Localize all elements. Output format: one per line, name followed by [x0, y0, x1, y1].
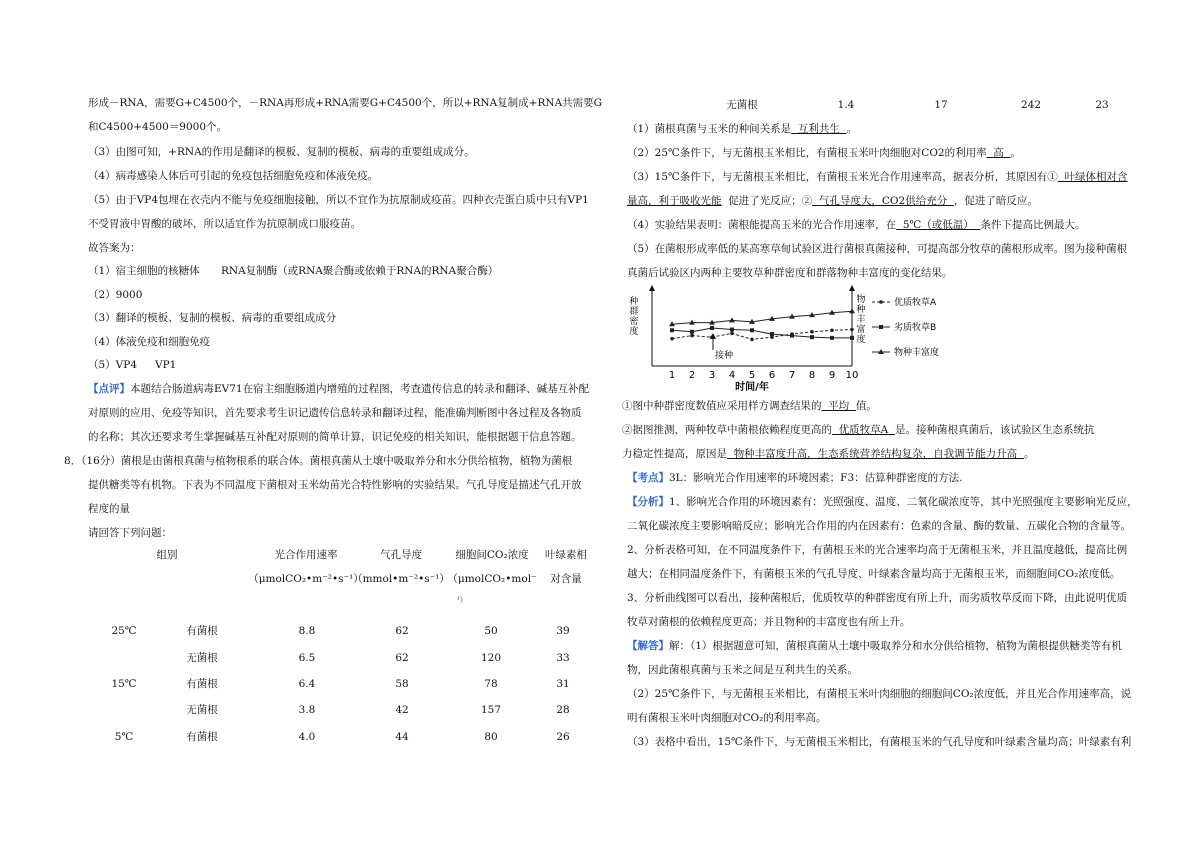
question-8-line: 提供糖类等有机物。下表为不同温度下菌根对玉米幼苗光合特性影响的实验结果。气孔导度是描述气孔开放	[88, 479, 582, 491]
cell-co2: 157	[480, 704, 502, 716]
answer-q3	[627, 170, 1127, 184]
data-point	[849, 308, 855, 313]
cell-chl: 26	[556, 731, 570, 743]
data-point	[750, 328, 754, 332]
cell-group: 有菌根	[186, 678, 218, 690]
x-tick-label: 4	[728, 370, 736, 381]
cell-rate: 6.5	[298, 652, 316, 664]
comment-text: 本题结合肠道病毒EV71在宿主细胞肠道内增殖的过程图，考查遗传信息的转录和翻译、碱基互补配	[130, 383, 590, 395]
cell-stomata: 42	[395, 704, 409, 716]
cell-group: 无菌根	[726, 99, 758, 111]
data-point	[830, 336, 834, 340]
cell-rate: 4.0	[298, 731, 316, 743]
cell-co2: 50	[484, 625, 498, 637]
analysis-line: 二氧化碳浓度主要影响暗反应；影响光合作用的内在因素有：色素的含量、酶的数量、五碳化合物的含量等。	[627, 520, 1131, 532]
q3-end: ，促进了暗反应。	[953, 195, 1038, 207]
data-point	[770, 332, 774, 336]
cell-temp: 15℃	[111, 678, 137, 690]
answer-q4	[627, 218, 1086, 232]
data-point	[750, 338, 754, 342]
q3-text: （3）15℃条件下，与无菌根玉米相比，有菌根玉米光合作用速率高，据表分析，其原因有①	[627, 171, 1058, 183]
cell-chl: 31	[556, 678, 570, 690]
r1-text: ①图中种群密度数值应采用样方调查结果的	[622, 400, 822, 412]
comment-line	[88, 382, 589, 396]
data-point	[730, 328, 734, 332]
header-co2-unit: （μmolCO₂•mol⁻	[447, 573, 537, 585]
r2-end: 。	[1023, 448, 1035, 460]
q3-answer2	[812, 195, 954, 207]
r2-text3: 力稳定性提高，原因是	[622, 448, 727, 460]
header-co2-unit2: ¹）	[457, 596, 467, 604]
cell-stomata: 44	[395, 731, 409, 743]
cell-co2: 242	[1020, 99, 1042, 111]
cell-temp: 25℃	[111, 625, 137, 637]
solution-tag: 【解答】	[627, 640, 669, 652]
header-chl2: 对含量	[550, 573, 582, 585]
series-line	[672, 311, 852, 324]
r2-text: ②据图推测，两种牧草中菌根依赖程度更高的	[622, 424, 832, 436]
answer-1b: RNA复制酶（或RNA聚合酶或依赖于RNA的RNA聚合酶）	[221, 265, 499, 277]
question-prompt: 请回答下列问题：	[88, 527, 172, 539]
question-8: 8．（16分）菌根是由菌根真菌与植物根系的联合体。菌根真菌从土壤中吸取养分和水分供给植物，植物为菌根	[64, 455, 573, 467]
answer-heading: 故答案为：	[88, 242, 141, 254]
analysis-text: 1、影响光合作用的环境因素有：光照强度、温度、二氧化碳浓度等，其中光照强度主要影响光反应，	[669, 496, 1138, 508]
answer-5: （5）VP4	[88, 359, 138, 371]
text-line: （4）病毒感染人体后可引起的免疫包括细胞免疫和体液免疫。	[88, 170, 379, 182]
r1-answer-text: 平均	[828, 400, 850, 412]
q3-answer	[1058, 171, 1128, 183]
data-point	[730, 332, 734, 336]
q3-answer2-text: 气孔导度大，CO2供给充分	[818, 195, 948, 207]
answer-1: （1）宿主细胞的核糖体	[88, 265, 200, 277]
r2-answer	[832, 424, 895, 436]
header-chl: 叶绿素相	[545, 549, 587, 561]
header-rate-unit: （μmolCO₂•m⁻²•s⁻¹）	[248, 573, 364, 585]
q2-end: 。	[1010, 147, 1021, 159]
q1-end: 。	[846, 123, 858, 135]
q3-text2: 促进了光反应；②	[728, 195, 813, 207]
comment-line: 对原则的应用、免疫等知识，首先要求考生识记遗传信息转录和翻译过程，能准确判断图中各过程及各物质	[88, 407, 582, 419]
analysis-tag: 【分析】	[627, 496, 669, 508]
answer-q1	[627, 122, 857, 136]
analysis-line: 越大；在相同温度条件下，有菌根玉米的气孔导度、叶绿素含量均高于无菌根玉米，而细胞间CO₂浓度低。	[627, 568, 1121, 580]
x-tick-label: 9	[828, 370, 836, 381]
text-line: （5）由于VP4包埋在衣壳内不能与免疫细胞接触，所以不宜作为抗原制成疫苗。四种衣壳蛋白质中只有VP1	[88, 194, 589, 206]
x-tick-label: 3	[708, 370, 716, 381]
cell-stomata: 62	[395, 625, 409, 637]
answer-3: （3）翻译的模板、复制的模板、病毒的重要组成成分	[88, 312, 337, 324]
analysis-line: 牧草对菌根的依赖程度更高；并且物种的丰富度也有所上升。	[627, 616, 911, 628]
data-point	[670, 337, 674, 341]
legend-marker	[879, 300, 883, 304]
solution-line: 明有菌根玉米叶肉细胞对CO₂的利用率高。	[627, 712, 827, 724]
q3-answer-text: 叶绿体相对含	[1064, 171, 1128, 183]
cell-group: 有菌根	[186, 731, 218, 743]
legend-species-richness: 物种丰富度	[894, 348, 940, 358]
q2-answer-text: 高	[993, 147, 1004, 159]
data-point	[790, 334, 794, 338]
data-point	[850, 328, 854, 332]
header-co2: 细胞间CO₂浓度	[455, 549, 529, 561]
text-line: 不受胃液中胃酸的破坏，所以适宜作为抗原制成口服疫苗。	[88, 218, 361, 230]
cell-rate: 1.4	[837, 99, 855, 111]
data-point	[689, 320, 695, 325]
cell-rate: 3.8	[298, 704, 316, 716]
x-tick-label: 2	[688, 370, 696, 381]
data-point	[690, 334, 694, 338]
question-q5-line: 真菌后试验区内两种主要牧草种群密度和群落物种丰富度的变化结果。	[627, 267, 953, 279]
q1-answer-text: 互利共生	[797, 123, 840, 135]
data-point	[690, 330, 694, 334]
solution-line: （2）25℃条件下，与无菌根玉米相比，有菌根玉米叶肉细胞的细胞间CO₂浓度低，并且光合作用速率高，说	[627, 688, 1132, 700]
x-tick-label: 8	[808, 370, 816, 381]
solution-text: 解：（1）根据题意可知，菌根真菌从土壤中吸取养分和水分供给植物，植物为菌根提供糖类等有机	[669, 640, 1122, 652]
r2-answer-text: 优质牧草A	[838, 424, 889, 436]
answer-r1	[622, 399, 877, 413]
answer-2: （2）9000	[88, 289, 143, 301]
x-tick-label: 5	[748, 370, 756, 381]
solution-line: 物，因此菌根真菌与玉米之间是互利共生的关系。	[627, 664, 858, 676]
answer-r2	[622, 423, 1094, 437]
cell-rate: 6.4	[298, 678, 316, 690]
header-stomata: 气孔导度	[380, 549, 422, 561]
data-point	[710, 326, 714, 330]
solution-line	[627, 639, 1122, 653]
q3-answer-cont: 量高，利于吸收光能	[627, 195, 722, 207]
q4-answer-text: 5℃（或低温）	[902, 219, 974, 231]
cell-stomata: 62	[395, 652, 409, 664]
r1-answer	[822, 400, 856, 412]
data-point	[810, 335, 814, 339]
inoculation-label: 接种	[715, 351, 734, 361]
legend-inferior-grass-b: 劣质牧草B	[894, 323, 937, 333]
cell-temp: 5℃	[114, 731, 134, 743]
kaodian-tag: 【考点】	[627, 472, 669, 484]
r2-answer2-text: 物种丰富度升高，生态系统营养结构复杂，自我调节能力升高	[733, 448, 1018, 460]
legend-marker	[879, 325, 883, 329]
question-8-line: 程度的量	[88, 503, 130, 515]
answer-q3-cont	[627, 194, 1038, 208]
q1-answer	[791, 123, 846, 135]
r2-text2: 是。接种菌根真菌后，该试验区生态系统抗	[894, 424, 1095, 436]
question-q5: （5）在菌根形成率低的某高寒草甸试验区进行菌根真菌接种，可提高部分牧草的菌根形成率。图为接种菌根	[627, 243, 1128, 255]
answer-5b: VP1	[155, 359, 177, 371]
data-point	[850, 336, 854, 340]
q4-end: 条件下提高比例最大。	[980, 219, 1086, 231]
cell-stomata: 17	[934, 99, 948, 111]
cell-co2: 78	[484, 678, 498, 690]
comment-tag: 【点评】	[88, 383, 130, 395]
q4-answer	[896, 219, 980, 231]
q1-text: （1）菌根真菌与玉米的种间关系是	[627, 123, 792, 135]
analysis-line: 3、分析曲线图可以看出，接种菌根后，优质牧草的种群密度有所上升，而劣质牧草反而下降，由此说明优质	[627, 592, 1128, 604]
header-stomata-unit: （mmol•m⁻²•s⁻¹）	[352, 573, 450, 585]
x-tick-label: 10	[845, 370, 859, 381]
kaodian-text: 3L：影响光合作用速率的环境因素；F3：估算种群密度的方法.	[669, 472, 963, 484]
q2-answer	[987, 147, 1011, 159]
q4-text: （4）实验结果表明：菌根能提高玉米的光合作用速率，在	[627, 219, 897, 231]
data-point	[729, 317, 735, 322]
legend-quality-grass-a: 优质牧草A	[894, 298, 937, 308]
solution-line: （3）表格中看出，15℃条件下，与无菌根玉米相比，有菌根玉米的气孔导度和叶绿素含量均高；叶绿素有利	[627, 736, 1132, 748]
answer-r2-cont	[622, 447, 1034, 461]
q2-text: （2）25℃条件下，与无菌根玉米相比，有菌根玉米叶肉细胞对CO2的利用率	[627, 147, 987, 159]
cell-rate: 8.8	[298, 625, 316, 637]
x-tick-label: 1	[668, 370, 676, 381]
header-rate: 光合作用速率	[274, 549, 338, 561]
header-group: 组别	[156, 549, 178, 561]
r1-end: 值。	[855, 400, 877, 412]
kaodian-line	[627, 471, 962, 485]
analysis-line	[627, 495, 1138, 509]
data-point	[810, 330, 814, 334]
answer-q2	[627, 146, 1021, 160]
y-label-left: 种群密度	[629, 297, 639, 337]
analysis-line: 2、分析表格可知，在不同温度条件下，有菌根玉米的光合速率均高于无菌根玉米，并且温度越低，提高比例	[627, 544, 1128, 556]
comment-line: 的名称；其次还要求考生掌握碱基互补配对原则的简单计算，识记免疫的相关知识，能根据题干信息答题。	[88, 431, 582, 443]
y-label-right: 物种丰富度	[856, 295, 866, 345]
cell-group: 有菌根	[186, 625, 218, 637]
text-line: 和C4500+4500＝9000个。	[88, 121, 227, 133]
cell-chl: 28	[556, 704, 570, 716]
cell-chl: 23	[1095, 99, 1109, 111]
cell-stomata: 58	[395, 678, 409, 690]
x-label: 时间/年	[735, 382, 769, 393]
cell-co2: 120	[480, 652, 502, 664]
data-point	[830, 328, 834, 332]
x-tick-label: 6	[768, 370, 776, 381]
cell-co2: 80	[484, 731, 498, 743]
cell-group: 无菌根	[186, 704, 218, 716]
x-tick-label: 7	[788, 370, 796, 381]
text-line: 形成－RNA，需要G+C4500个，－RNA再形成+RNA需要G+C4500个，所以+RNA复制成+RNA共需要G	[88, 97, 603, 109]
cell-chl: 39	[556, 625, 570, 637]
cell-group: 无菌根	[186, 652, 218, 664]
cell-chl: 33	[556, 652, 570, 664]
r2-answer2	[727, 448, 1024, 460]
answer-4: （4）体液免疫和细胞免疫	[88, 336, 211, 348]
line-chart	[622, 282, 952, 394]
data-point	[670, 328, 674, 332]
text-line: （3）由图可知，+RNA的作用是翻译的模板、复制的模板、病毒的重要组成成分。	[88, 146, 475, 158]
